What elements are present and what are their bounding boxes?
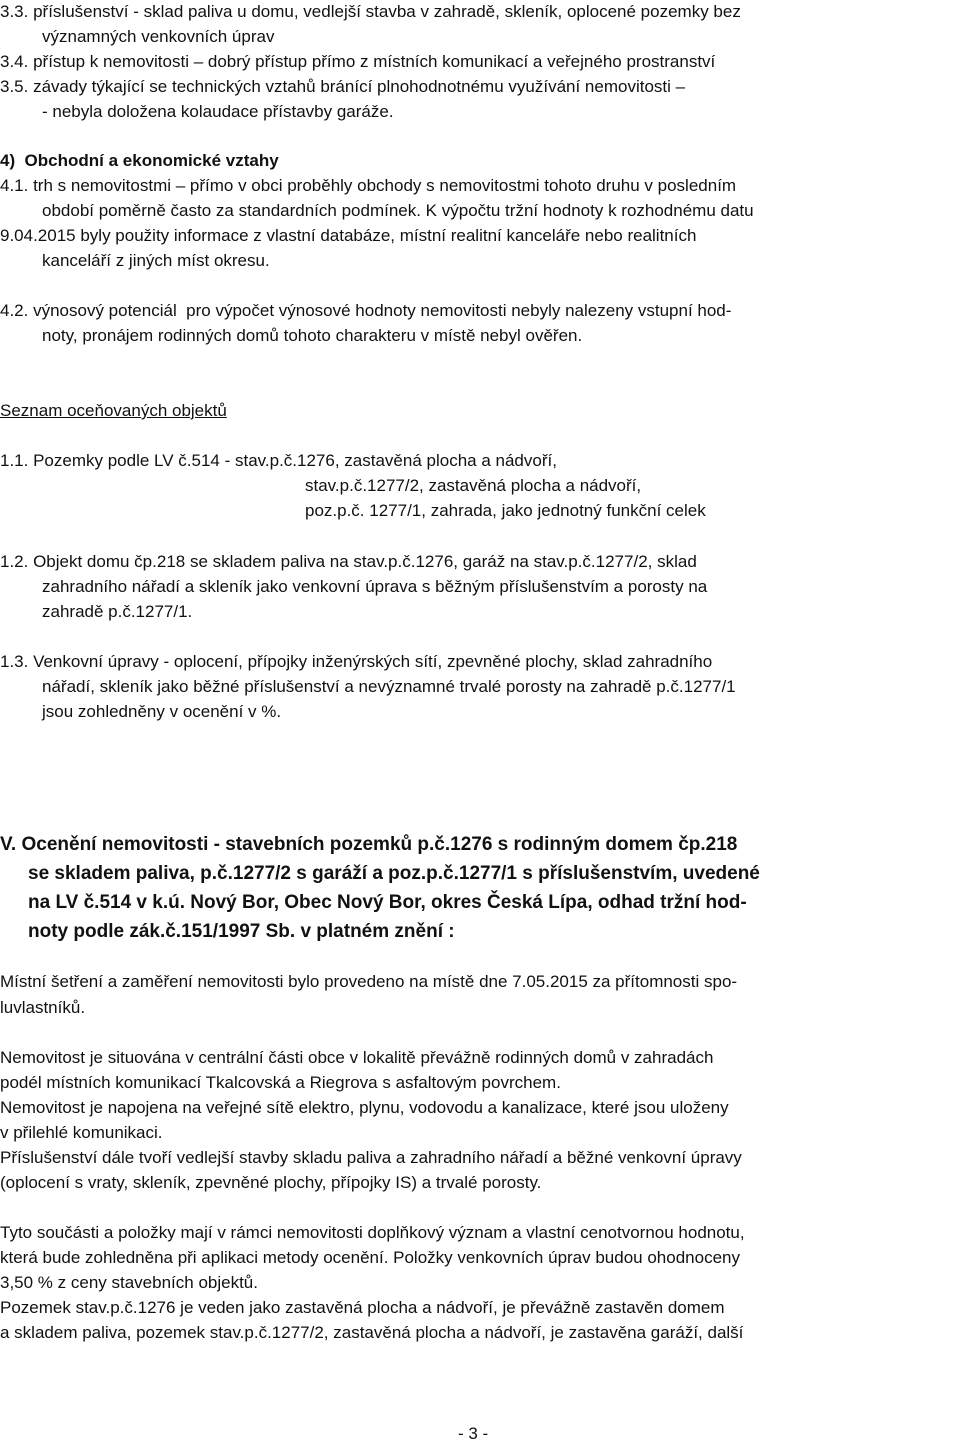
- item-1-1-line1: 1.1. Pozemky podle LV č.514 - stav.p.č.1276, zastavěná plocha a nádvoří,: [0, 451, 557, 470]
- p3-line3: 3,50 % z ceny stavebních objektů.: [0, 1273, 258, 1292]
- p2-line2: podél místních komunikací Tkalcovská a Riegrova s asfaltovým povrchem.: [0, 1073, 561, 1092]
- section-v-heading-line4: noty podle zák.č.151/1997 Sb. v platném znění :: [28, 921, 455, 942]
- item-4-1-line1: 4.1. trh s nemovitostmi – přímo v obci proběhly obchody s nemovitostmi tohoto druhu v posledním: [0, 176, 737, 195]
- item-1-1-line3: poz.p.č. 1277/1, zahrada, jako jednotný funkční celek: [305, 501, 706, 520]
- item-1-1-line2: stav.p.č.1277/2, zastavěná plocha a nádvoří,: [305, 476, 642, 495]
- item-4-2-line2: noty, pronájem rodinných domů tohoto charakteru v místě nebyl ověřen.: [42, 326, 583, 345]
- p2-line5: Příslušenství dále tvoří vedlejší stavby skladu paliva a zahradního nářadí a běžné venkovní úpravy: [0, 1148, 742, 1167]
- page-number: - 3 -: [458, 1424, 489, 1443]
- p2-line3: Nemovitost je napojena na veřejné sítě elektro, plynu, vodovodu a kanalizace, které jsou uloženy: [0, 1098, 729, 1117]
- p3-line2: která bude zohledněna při aplikaci metody ocenění. Položky venkovních úprav budou ohodnoceny: [0, 1248, 740, 1267]
- item-4-1-line2: období poměrně často za standardních podmínek. K výpočtu tržní hodnoty k rozhodnému datu: [42, 201, 754, 220]
- item-1-3-line2: nářadí, skleník jako běžné příslušenství a nevýznamné trvalé porosty na zahradě p.č.1277/1: [42, 677, 736, 696]
- item-3-5-line2: - nebyla doložena kolaudace přístavby garáže.: [42, 102, 394, 121]
- item-1-3-line3: jsou zohledněny v ocenění v %.: [42, 702, 282, 721]
- p3-line4: Pozemek stav.p.č.1276 je veden jako zastavěná plocha a nádvoří, je převážně zastavěn domem: [0, 1298, 725, 1317]
- seznam-heading: Seznam oceňovaných objektů: [0, 401, 227, 420]
- item-4-1-line3: 9.04.2015 byly použity informace z vlastní databáze, místní realitní kanceláře nebo realitních: [0, 226, 697, 245]
- item-3-5-line1: 3.5. závady týkající se technických vztahů bránící plnohodnotnému využívání nemovitosti –: [0, 77, 686, 96]
- p2-line4: v přilehlé komunikaci.: [0, 1123, 163, 1142]
- item-3-3-line1: 3.3. příslušenství - sklad paliva u domu, vedlejší stavba v zahradě, skleník, oplocené pozemky bez: [0, 2, 741, 21]
- p1-line2: luvlastníků.: [0, 998, 86, 1017]
- item-4-1-line4: kanceláří z jiných míst okresu.: [42, 251, 270, 270]
- section-v-heading-line3: na LV č.514 v k.ú. Nový Bor, Obec Nový Bor, okres Česká Lípa, odhad tržní hod-: [28, 892, 747, 913]
- item-3-3-line2: významných venkovních úprav: [42, 27, 275, 46]
- section-v-heading-line1: V. Ocenění nemovitosti - stavebních pozemků p.č.1276 s rodinným domem čp.218: [0, 834, 738, 855]
- item-4-2-line1: 4.2. výnosový potenciál pro výpočet výnosové hodnoty nemovitosti nebyly nalezeny vstupní hod-: [0, 301, 732, 320]
- p2-line6: (oplocení s vraty, skleník, zpevněné plochy, přípojky IS) a trvalé porosty.: [0, 1173, 542, 1192]
- item-3-4: 3.4. přístup k nemovitosti – dobrý přístup přímo z místních komunikací a veřejného prostranství: [0, 52, 716, 71]
- item-1-2-line1: 1.2. Objekt domu čp.218 se skladem paliva na stav.p.č.1276, garáž na stav.p.č.1277/2, sklad: [0, 552, 697, 571]
- p3-line5: a skladem paliva, pozemek stav.p.č.1277/2, zastavěná plocha a nádvoří, je zastavěna garáží, další: [0, 1323, 744, 1342]
- p3-line1: Tyto součásti a položky mají v rámci nemovitosti doplňkový význam a vlastní cenotvornou hodnotu,: [0, 1223, 745, 1242]
- p1-line1: Místní šetření a zaměření nemovitosti bylo provedeno na místě dne 7.05.2015 za přítomnosti spo-: [0, 972, 738, 991]
- section-4-heading: 4) Obchodní a ekonomické vztahy: [0, 151, 279, 170]
- item-1-2-line2: zahradního nářadí a skleník jako venkovní úprava s běžným příslušenstvím a porosty na: [42, 577, 708, 596]
- item-1-2-line3: zahradě p.č.1277/1.: [42, 602, 193, 621]
- section-v-heading-line2: se skladem paliva, p.č.1277/2 s garáží a poz.p.č.1277/1 s příslušenstvím, uvedené: [28, 863, 760, 884]
- p2-line1: Nemovitost je situována v centrální části obce v lokalitě převážně rodinných domů v zahradách: [0, 1048, 714, 1067]
- item-1-3-line1: 1.3. Venkovní úpravy - oplocení, přípojky inženýrských sítí, zpevněné plochy, sklad zahradního: [0, 652, 713, 671]
